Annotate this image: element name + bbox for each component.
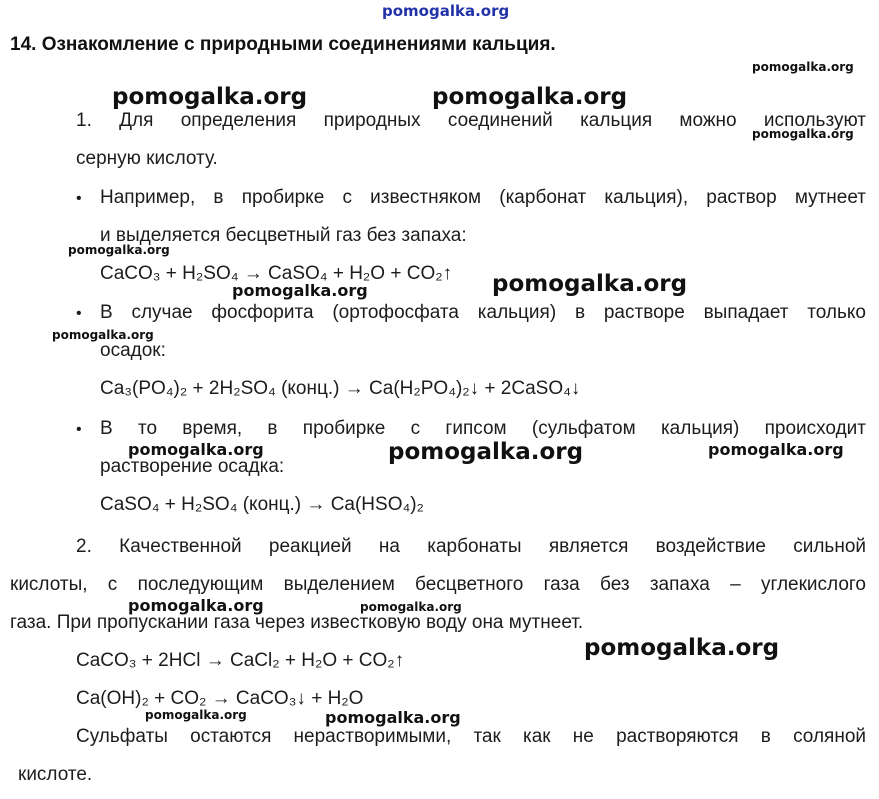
bullet-2-dot: • — [76, 305, 82, 322]
equation-1: CaCO₃ + H₂SO₄ → CaSO₄ + H₂O + CO₂↑ — [100, 263, 453, 284]
paragraph-3-line-1: Сульфаты остаются нерастворимыми, так как не растворяются в соляной — [76, 726, 866, 747]
watermark-medium: pomogalka.org — [232, 281, 368, 300]
bullet-3-line-1: В то время, в пробирке с гипсом (сульфатом кальция) происходит — [100, 418, 866, 439]
watermark-large: pomogalka.org — [112, 84, 308, 110]
equation-4: CaCO₃ + 2HCl → CaCl₂ + H₂O + CO₂↑ — [76, 650, 405, 671]
watermark-medium: pomogalka.org — [128, 440, 264, 459]
bullet-3-dot: • — [76, 421, 82, 438]
bullet-1-dot: • — [76, 190, 82, 207]
bullet-1-line-2: и выделяется бесцветный газ без запаха: — [100, 225, 467, 246]
watermark-large: pomogalka.org — [432, 84, 628, 110]
paragraph-2-line-2: кислоты, с последующим выделением бесцветного газа без запаха – углекислого — [10, 574, 866, 595]
bullet-2-line-1: В случае фосфорита (ортофосфата кальция) в растворе выпадает только — [100, 302, 866, 323]
paragraph-1-line-2: серную кислоту. — [76, 148, 218, 169]
paragraph-2-line-3: газа. При пропускании газа через известковую воду она мутнеет. — [10, 612, 584, 633]
equation-5: Ca(OH)₂ + CO₂ → CaCO₃↓ + H₂O — [76, 688, 364, 709]
watermark-small: pomogalka.org — [360, 600, 462, 614]
paragraph-3-line-2: кислоте. — [18, 764, 93, 785]
watermark-small: pomogalka.org — [752, 127, 854, 141]
watermark-medium: pomogalka.org — [128, 596, 264, 615]
watermark-small: pomogalka.org — [752, 60, 854, 74]
page-title: 14. Ознакомление с природными соединениями кальция. — [10, 34, 556, 55]
watermark-small: pomogalka.org — [68, 243, 170, 257]
watermark-large: pomogalka.org — [388, 439, 584, 465]
watermark-small: pomogalka.org — [52, 328, 154, 342]
paragraph-1-line-1: 1. Для определения природных соединений кальция можно используют — [76, 110, 866, 131]
equation-3: CaSO₄ + H₂SO₄ (конц.) → Ca(HSO₄)₂ — [100, 494, 424, 515]
bullet-3-line-2: растворение осадка: — [100, 456, 285, 477]
header-watermark: pomogalka.org — [382, 2, 510, 20]
watermark-medium: pomogalka.org — [325, 708, 461, 727]
watermark-medium: pomogalka.org — [708, 440, 844, 459]
equation-2: Ca₃(PO₄)₂ + 2H₂SO₄ (конц.) → Ca(H₂PO₄)₂↓ + 2CaSO₄↓ — [100, 378, 581, 399]
watermark-small: pomogalka.org — [145, 708, 247, 722]
bullet-1-line-1: Например, в пробирке с известняком (карбонат кальция), раствор мутнеет — [100, 187, 866, 208]
paragraph-2-line-1: 2. Качественной реакцией на карбонаты является воздействие сильной — [76, 536, 866, 557]
watermark-large: pomogalka.org — [492, 271, 688, 297]
bullet-2-line-2: осадок: — [100, 340, 166, 361]
watermark-large: pomogalka.org — [584, 635, 780, 661]
